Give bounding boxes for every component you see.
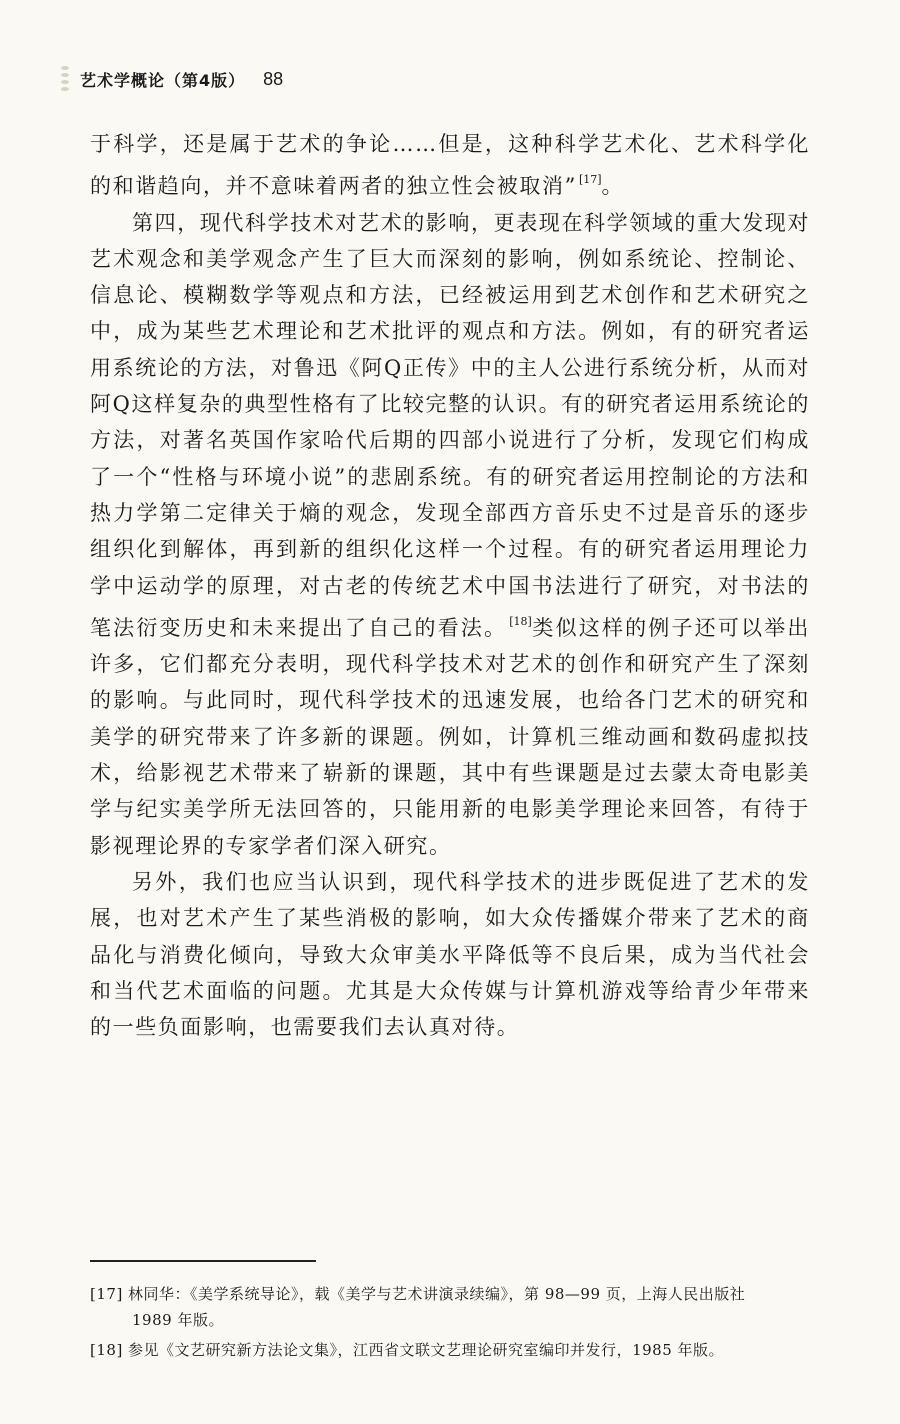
paragraph-3 bbox=[90, 864, 810, 1045]
header-ornament-icon bbox=[58, 64, 72, 94]
paragraph-1-tail: 。 bbox=[601, 174, 625, 199]
paragraph-1-text: 于科学，还是属于艺术的争论……但是，这种科学艺术化、艺术科学化的和谐趋向，并不意味着两者的独立性会被取消” bbox=[90, 132, 810, 199]
footnotes bbox=[90, 1281, 810, 1367]
paragraph-2-tail: 类似这样的例子还可以举出许多，它们都充分表明，现代科学技术对艺术的创作和研究产生了深刻的影响。与此同时，现代科学技术的迅速发展，也给各门艺术的研究和美学的研究带来了许多新的课题。例如，计算机三维动画和数码虚拟技术，给影视艺术带来了崭新的课题，其中有些课题是过去蒙太奇电影美学与纪实美学所无法回答的，只能用新的电影美学理论来回答，有待于影视理论界的专家学者们深入研究。 bbox=[90, 615, 810, 858]
footnote-17-line1: [17] 林同华：《美学系统导论》，载《美学与艺术讲演录续编》，第 98—99 页，上海人民出版社 bbox=[90, 1285, 746, 1303]
book-title: 艺术学概论（第4版） bbox=[80, 70, 246, 90]
footnote-ref-18: [18] bbox=[509, 614, 532, 628]
running-header bbox=[58, 64, 283, 94]
footnote-18 bbox=[90, 1337, 810, 1363]
page-number: 88 bbox=[263, 68, 284, 89]
footnote-17 bbox=[90, 1281, 810, 1333]
body-text bbox=[90, 126, 810, 1045]
paragraph-3-text: 另外，我们也应当认识到，现代科学技术的进步既促进了艺术的发展，也对艺术产生了某些消极的影响，如大众传播媒介带来了艺术的商品化与消费化倾向，导致大众审美水平降低等不良后果，成为当代社会和当代艺术面临的问题。尤其是大众传媒与计算机游戏等给青少年带来的一些负面影响，也需要我们去认真对待。 bbox=[90, 869, 810, 1040]
paragraph-1 bbox=[90, 126, 810, 205]
footnote-divider bbox=[90, 1260, 316, 1262]
paragraph-2 bbox=[90, 205, 810, 864]
footnote-17-line2: 1989 年版。 bbox=[132, 1311, 224, 1329]
paragraph-2-text: 第四，现代科学技术对艺术的影响，更表现在科学领域的重大发现对艺术观念和美学观念产生了巨大而深刻的影响，例如系统论、控制论、信息论、模糊数学等观点和方法，已经被运用到艺术创作和艺术研究之中，成为某些艺术理论和艺术批评的观点和方法。例如，有的研究者运用系统论的方法，对鲁迅《阿Q正传》中的主人公进行系统分析，从而对阿Q这样复杂的典型性格有了比较完整的认识。有的研究者运用系统论的方法，对著名英国作家哈代后期的四部小说进行了分析，发现它们构成了一个“性格与环境小说”的悲剧系统。有的研究者运用控制论的方法和热力学第二定律关于熵的观念，发现全部西方音乐史不过是音乐的逐步组织化到解体，再到新的组织化这样一个过程。有的研究者运用理论力学中运动学的原理，对古老的传统艺术中国书法进行了研究，对书法的笔法衍变历史和未来提出了自己的看法。 bbox=[90, 210, 810, 640]
footnote-18-line1: [18] 参见《文艺研究新方法论文集》，江西省文联文艺理论研究室编印并发行，1985 年版。 bbox=[90, 1341, 725, 1359]
footnote-ref-17: [17] bbox=[578, 173, 602, 187]
